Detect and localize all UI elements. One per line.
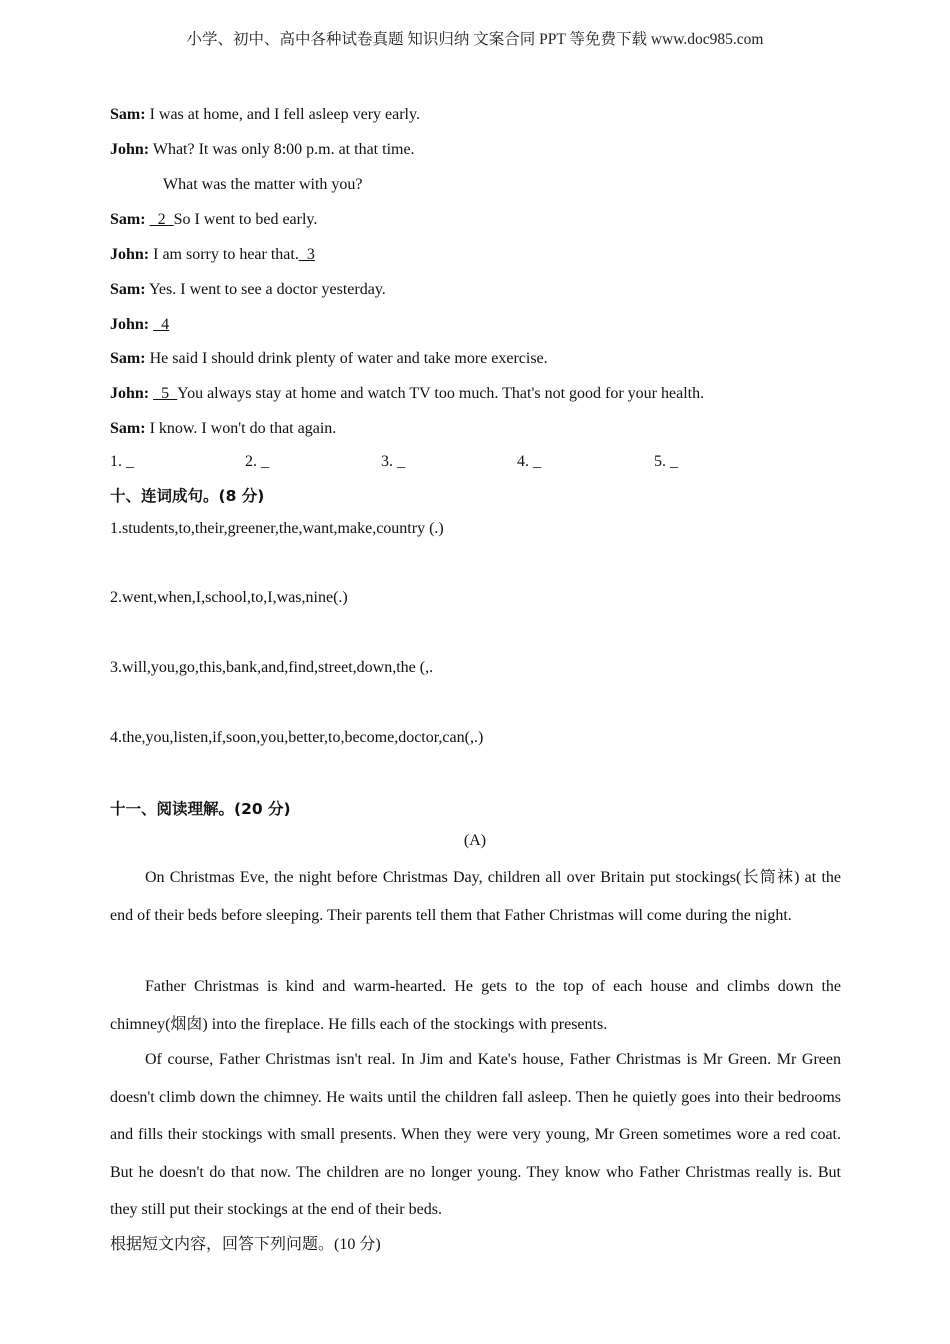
dialogue-line [110,419,336,439]
dialogue-text: I was at home, and I fell asleep very early. [145,106,420,123]
section-heading: 十、连词成句。(8 分) [110,487,265,505]
dialogue-line [110,105,420,125]
speaker: Sam: [110,106,146,123]
dialogue-text: What was the matter with you? [163,176,363,193]
dialogue-text: I am sorry to hear that. [149,246,299,263]
speaker: John: [110,316,150,333]
dialogue-line [110,349,548,369]
dialogue-text: He said I should drink plenty of water and take more exercise. [145,350,548,367]
dialogue-line [110,245,315,265]
question-item: 3.will,you,go,this,bank,and,find,street,down,the (,. [110,659,434,676]
dialogue-line [110,280,386,300]
page-header: 小学、初中、高中各种试卷真题 知识归纳 文案合同 PPT 等免费下载 www.doc985.com [186,31,764,48]
dialogue-text: Yes. I went to see a doctor yesterday. [145,281,386,298]
answer-blank-4[interactable]: 4. _ [517,453,541,470]
dialogue-line [110,210,317,230]
dialogue-line [110,384,704,404]
answer-blank-2[interactable]: 2. _ [245,453,269,470]
dialogue-line [163,175,363,195]
dialogue-text: So I went to bed early. [173,211,318,228]
answer-blank-1[interactable]: 1. _ [110,453,134,470]
speaker: Sam: [110,420,146,437]
dialogue-text: You always stay at home and watch TV too much. That's not good for your health. [177,385,705,402]
speaker: John: [110,385,150,402]
question-instruction: 根据短文内容，回答下列问题。(10 分) [110,1236,381,1253]
dialogue-line [110,315,169,335]
section-heading: 十一、阅读理解。(20 分) [110,800,291,818]
speaker: John: [110,141,150,158]
answer-blank: _4 [153,316,170,333]
answer-blank: _3 [298,246,315,263]
answer-blank: _5_ [153,385,178,402]
answer-blank-3[interactable]: 3. _ [381,453,405,470]
question-item: 4.the,you,listen,if,soon,you,better,to,become,doctor,can(,.) [110,729,484,746]
question-item: 1.students,to,their,greener,the,want,make,country (.) [110,520,444,537]
passage-paragraph: On Christmas Eve, the night before Christmas Day, children all over Britain put stockings(长筒袜) at the end of their beds before sleeping. Their parents tell them that Father Christmas will come during the night. [110,869,841,924]
passage-label: (A) [463,832,487,849]
speaker: Sam: [110,211,146,228]
passage-paragraph: Father Christmas is kind and warm-hearted. He gets to the top of each house and climbs down the chimney(烟囱) into the fireplace. He fills each of the stockings with presents. [110,978,841,1033]
passage-paragraph: Of course, Father Christmas isn't real. In Jim and Kate's house, Father Christmas is Mr Green. Mr Green doesn't climb down the chimney. He waits until the children fall asleep. Then he quietly goes into their bedrooms and fills their stockings with small presents. When they were very young, Mr Green sometimes wore a red coat. But he doesn't do that now. The children are no longer young. They know who Father Christmas really is. But they still put their stockings at the end of their beds. [110,1051,841,1218]
answer-blank-5[interactable]: 5. _ [654,453,678,470]
dialogue-line [110,140,415,160]
question-item: 2.went,when,I,school,to,I,was,nine(.) [110,589,348,606]
dialogue-text: I know. I won't do that again. [145,420,337,437]
speaker: Sam: [110,281,146,298]
dialogue-text: What? It was only 8:00 p.m. at that time. [149,141,415,158]
speaker: Sam: [110,350,146,367]
speaker: John: [110,246,150,263]
answer-blank: _2_ [149,211,174,228]
